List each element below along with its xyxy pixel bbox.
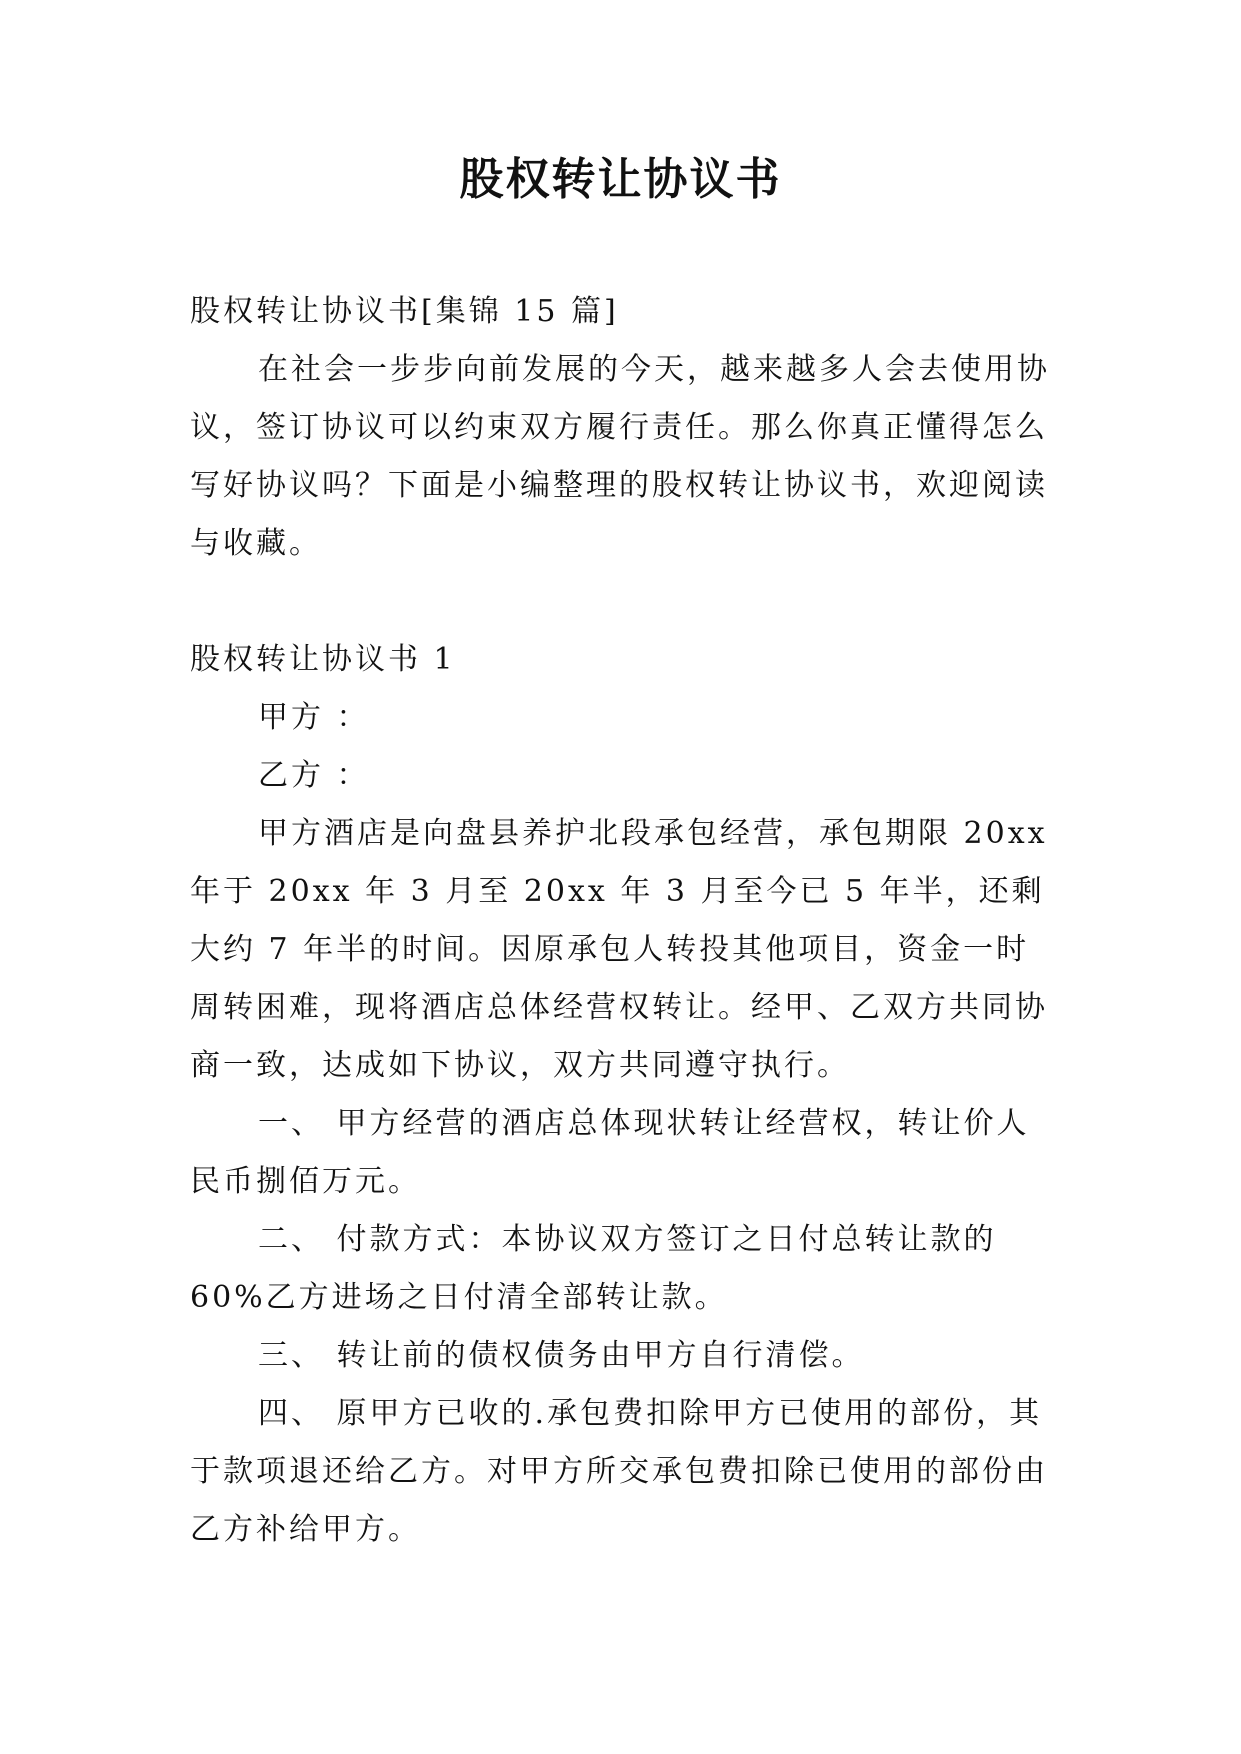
document-title: 股权转让协议书	[459, 154, 782, 205]
agreement-paragraph: 甲方酒店是向盘县养护北段承包经营，承包期限 20xx 年于 20xx 年 3 月至 20xx 年 3 月至今已 5 年半，还剩大约 7 年半的时间。因原承包人转投其他项目，资金一时周转困难，现将酒店总体经营权转让。经甲、乙双方共同协商一致，达成如下协议，双方共同遵守执行。	[190, 816, 1048, 1083]
document-body	[190, 283, 1050, 1559]
party-b-line: 乙方 ：	[258, 758, 370, 793]
clause-one: 一、 甲方经营的酒店总体现状转让经营权，转让价人民币捌佰万元。	[190, 1106, 1030, 1199]
section-heading: 股权转让协议书 1	[190, 642, 456, 677]
clause-four: 四、 原甲方已收的.承包费扣除甲方已使用的部份，其于款项退还给乙方。对甲方所交承包费扣除已使用的部份由乙方补给甲方。	[190, 1396, 1048, 1547]
clause-three: 三、 转让前的债权债务由甲方自行清偿。	[258, 1338, 865, 1373]
intro-paragraph: 在社会一步步向前发展的今天，越来越多人会去使用协议，签订协议可以约束双方履行责任。那么你真正懂得怎么写好协议吗？下面是小编整理的股权转让协议书，欢迎阅读与收藏。	[190, 352, 1050, 561]
clause-two: 二、 付款方式：本协议双方签订之日付总转让款的 60%乙方进场之日付清全部转让款。	[190, 1222, 997, 1315]
collection-subtitle: 股权转让协议书[集锦 15 篇]	[190, 294, 619, 329]
party-a-line: 甲方 ：	[258, 700, 370, 735]
